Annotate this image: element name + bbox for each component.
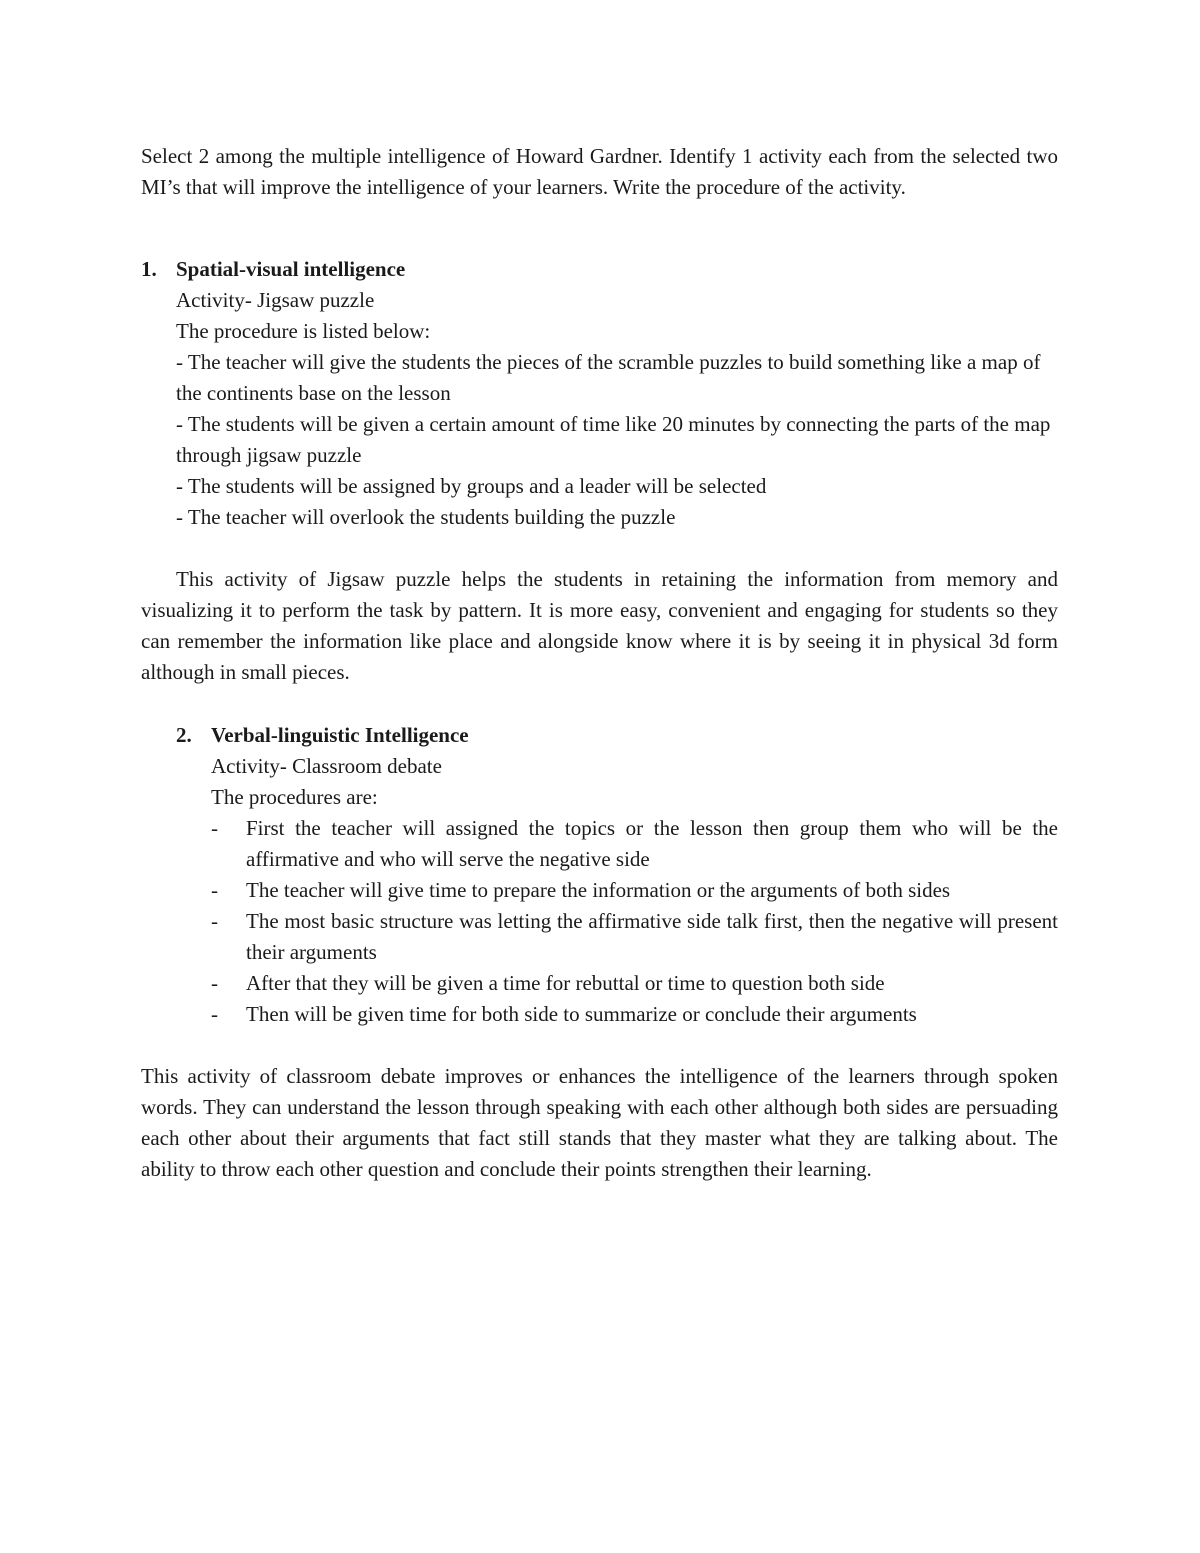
procedure-intro: The procedures are: (211, 785, 378, 809)
section-verbal-linguistic (176, 720, 1058, 1030)
list-item (211, 968, 1058, 999)
list-item (211, 813, 1058, 875)
list-item (211, 875, 1058, 906)
section-heading (141, 254, 1058, 285)
dash-bullet: - (211, 878, 218, 902)
dash-bullet: - (211, 816, 218, 840)
procedure-intro: The procedure is listed below: (176, 319, 431, 343)
section-body (141, 285, 1058, 533)
list-item-text: The teacher will give time to prepare the information or the arguments of both sides (246, 878, 951, 902)
section-body (176, 751, 1058, 1030)
list-item: - The teacher will give the students the pieces of the scramble puzzles to build something like a map of the continents base on the lesson (176, 350, 1041, 405)
dash-bullet: - (211, 971, 218, 995)
section-title: Spatial-visual intelligence (176, 257, 406, 281)
list-item (211, 999, 1058, 1030)
list-item (211, 906, 1058, 968)
section-title: Verbal-linguistic Intelligence (211, 723, 469, 747)
section-number: 2. (176, 723, 192, 747)
procedure-list (211, 813, 1058, 1030)
list-item: - The students will be assigned by groups and a leader will be selected (176, 474, 767, 498)
list-item-text: After that they will be given a time for rebuttal or time to question both side (246, 971, 885, 995)
section-number: 1. (141, 257, 157, 281)
intro-paragraph: Select 2 among the multiple intelligence of Howard Gardner. Identify 1 activity each from the selected two MI’s that will improve the intelligence of your learners. Write the procedure of the activity. (141, 144, 1058, 199)
list-item-text: First the teacher will assigned the topics or the lesson then group them who will be the affirmative and who will serve the negative side (246, 816, 1058, 871)
section1-summary-paragraph: This activity of Jigsaw puzzle helps the students in retaining the information from memory and visualizing it to perform the task by pattern. It is more easy, convenient and engaging for students so they can remember the information like place and alongside know where it is by seeing it in physical 3d form although in small pieces. (141, 567, 1058, 684)
list-item-text: The most basic structure was letting the affirmative side talk first, then the negative will present their arguments (246, 909, 1058, 964)
activity-label: Activity- Jigsaw puzzle (176, 288, 375, 312)
section-spatial-visual (141, 254, 1058, 533)
list-item-text: Then will be given time for both side to summarize or conclude their arguments (246, 1002, 917, 1026)
activity-label: Activity- Classroom debate (211, 754, 442, 778)
section2-summary-paragraph: This activity of classroom debate improves or enhances the intelligence of the learners through spoken words. They can understand the lesson through speaking with each other although both sides are persuading each other about their arguments that fact still stands that they master what they are talking about. The ability to throw each other question and conclude their points strengthen their learning. (141, 1064, 1058, 1181)
dash-bullet: - (211, 1002, 218, 1026)
list-item: - The teacher will overlook the students building the puzzle (176, 505, 676, 529)
procedure-list (176, 347, 1058, 533)
list-item: - The students will be given a certain amount of time like 20 minutes by connecting the parts of the map through jigsaw puzzle (176, 412, 1051, 467)
section-heading (176, 720, 1058, 751)
dash-bullet: - (211, 909, 218, 933)
